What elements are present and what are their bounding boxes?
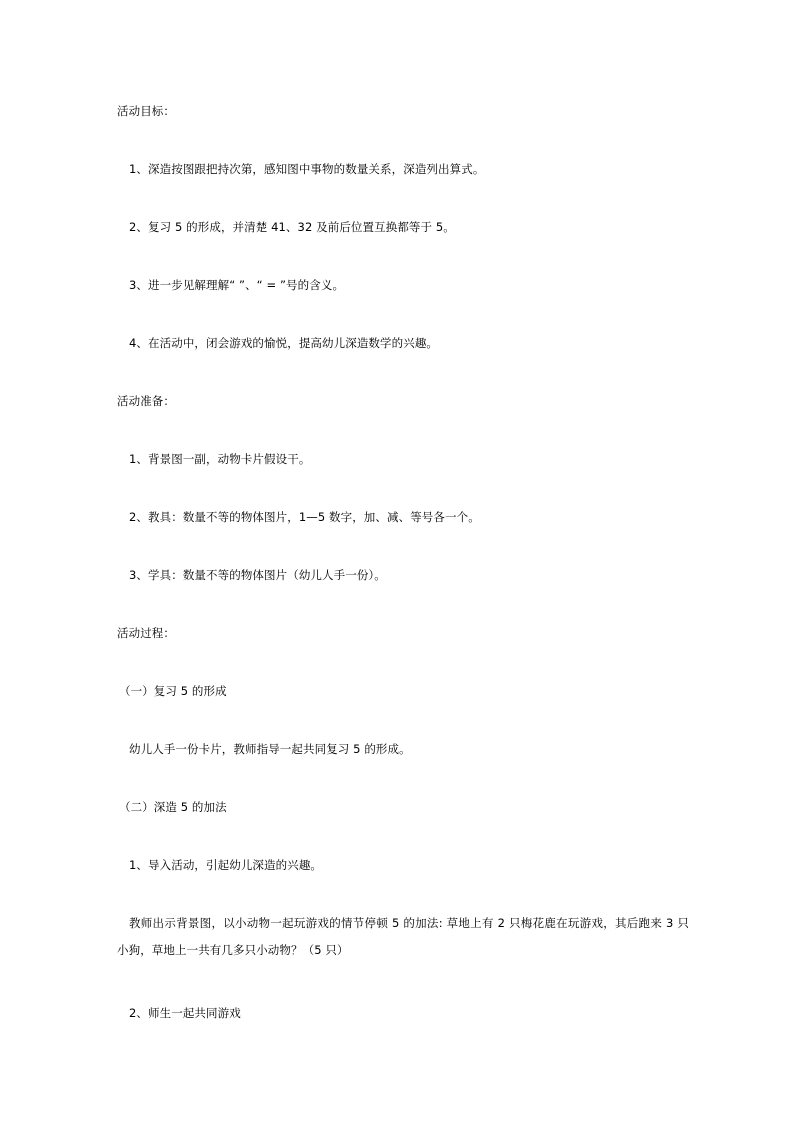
section2-step2: 2、师生一起共同游戏 — [129, 1006, 241, 1020]
objective-item-4: 4、在活动中，闭会游戏的愉悦，提高幼儿深造数学的兴趣。 — [129, 336, 439, 350]
objective-item-1: 1、深造按图跟把持次第，感知图中事物的数量关系，深造列出算式。 — [129, 162, 485, 176]
objectives-heading: 活动目标： — [117, 104, 175, 118]
prep-item-3: 3、学具：数量不等的物体图片（幼儿人手一份）。 — [129, 568, 386, 582]
objective-item-2: 2、复习 5 的形成，并清楚 41、32 及前后位置互换都等于 5。 — [129, 220, 455, 234]
section1-title: （一）复习 5 的形成 — [119, 684, 227, 698]
section2-title: （二）深造 5 的加法 — [119, 800, 227, 814]
prep-item-2: 2、教具：数量不等的物体图片，1—5 数字，加、减、等号各一个。 — [129, 510, 480, 524]
section1-text: 幼儿人手一份卡片，教师指导一起共同复习 5 的形成。 — [129, 742, 411, 756]
prep-heading: 活动准备： — [117, 394, 175, 408]
process-heading: 活动过程： — [117, 626, 175, 640]
section2-step1: 1、导入活动，引起幼儿深造的兴趣。 — [129, 858, 323, 872]
objective-item-3: 3、进一步见解理解“ ”、“ = ”号的含义。 — [129, 278, 345, 292]
section2-story: 教师出示背景图，以小动物一起玩游戏的情节停顿 5 的加法: 草地上有 2 只梅花鹿在玩游戏，其后跑来 3 只小狗，草地上一共有几多只小动物？（5 只） — [117, 916, 689, 957]
prep-item-1: 1、背景图一副，动物卡片假设干。 — [129, 452, 311, 466]
